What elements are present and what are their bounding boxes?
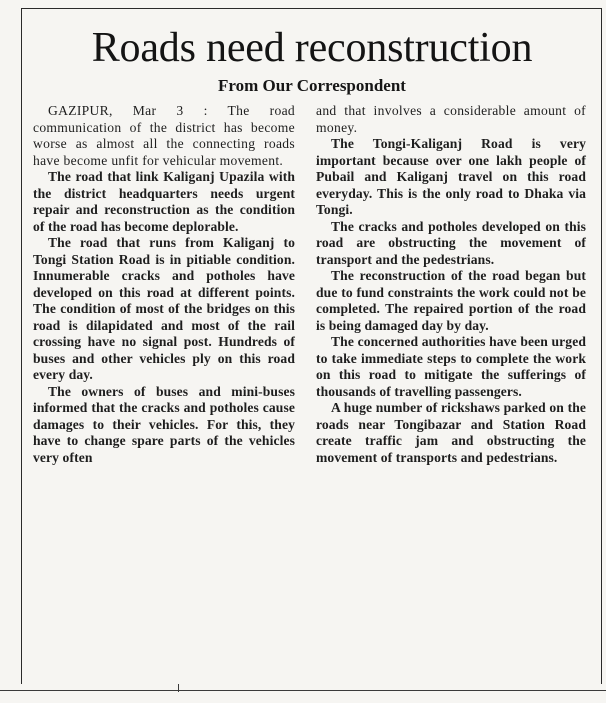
paragraph: The Tongi-Kaliganj Road is very important because over one lakh people of Pubail and Kaliganj travel on this road everyday. This is the only road to Dhaka via Tongi. [316, 136, 586, 217]
paragraph: The owners of buses and mini-buses informed that the cracks and potholes cause damages to their vehicles. For this, they have to change spare parts of the vehicles very often [33, 383, 295, 465]
article-column-left [33, 103, 295, 466]
paragraph: A huge number of rickshaws parked on the roads near Tongibazar and Station Road create traffic jam and obstructing the movement of transports and pedestrians. [316, 400, 586, 465]
byline: From Our Correspondent [218, 76, 406, 95]
bottom-rule [0, 690, 606, 691]
paragraph: The road that link Kaliganj Upazila with the district headquarters needs urgent repair and reconstruction as the condition of the road has become deplorable. [33, 169, 295, 234]
article-column-right [316, 103, 586, 466]
paragraph: The road that runs from Kaliganj to Tongi Station Road is in pitiable condition. Innumerable cracks and potholes have developed on this road at different points. The condition of most of the bridges on this road is dilapidated and most of the rail crossing have no signal post. Hundreds of buses and other vehicles ply on this road every day. [33, 235, 295, 382]
bottom-rule-tick [178, 684, 179, 692]
paragraph: and that involves a considerable amount of money. [316, 103, 586, 135]
paragraph: The reconstruction of the road began but due to fund constraints the work could not be completed. The repaired portion of the road is being damaged day by day. [316, 268, 586, 333]
paragraph: The concerned authorities have been urged to take immediate steps to complete the work on this road to mitigate the sufferings of thousands of travelling passengers. [316, 334, 586, 399]
paragraph: GAZIPUR, Mar 3 : The road communication of the district has become worse as almost all the connecting roads have become unfit for vehicular movement. [33, 103, 295, 168]
paragraph: The cracks and potholes developed on this road are obstructing the movement of transport and the pedestrians. [316, 218, 586, 267]
headline: Roads need reconstruction [91, 25, 533, 71]
